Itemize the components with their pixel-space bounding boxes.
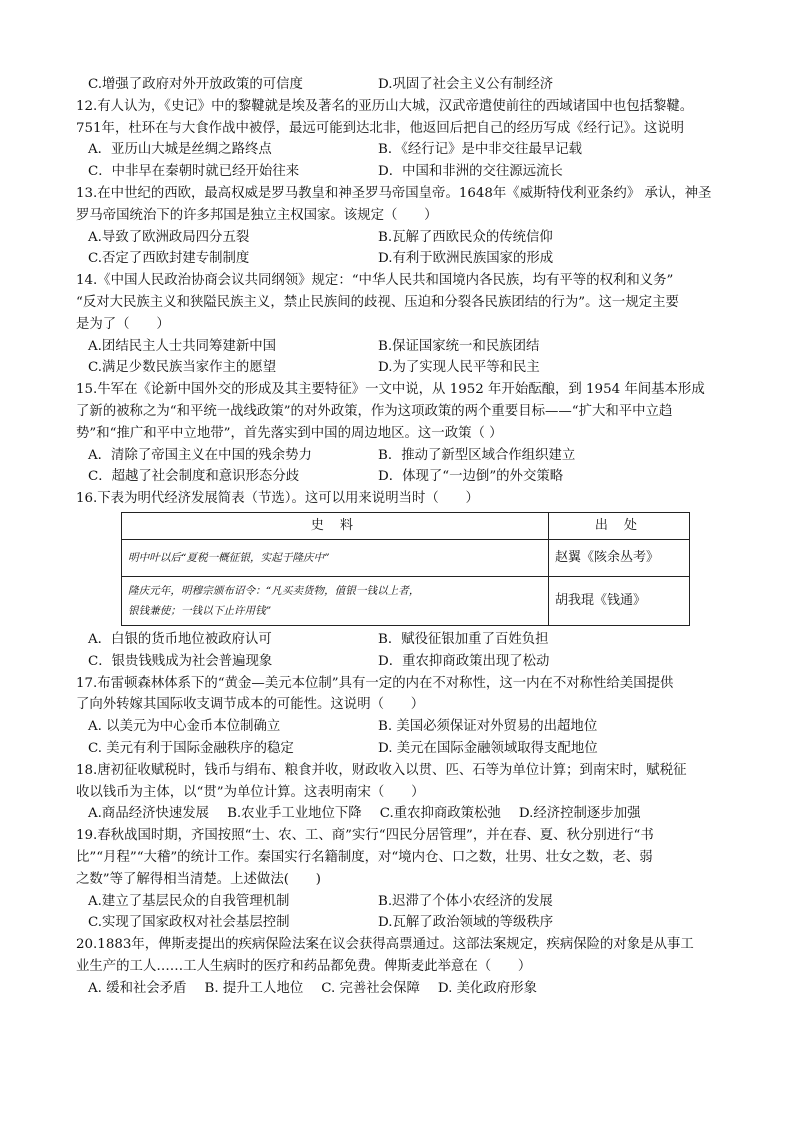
q13-options-row bbox=[76, 227, 730, 249]
q19-stem-line: 19.春秋战国时期，齐国按照“士、农、工、商”实行“四民分居管理”，并在春、夏、秋分别进行“书 bbox=[76, 828, 654, 844]
q16-stem-line: 16.下表为明代经济发展简表（节选）。这可以用来说明当时（ ） bbox=[76, 491, 479, 507]
table-cell-quote bbox=[122, 576, 549, 625]
q18-stem-line: 18.唐初征收赋税时，钱币与绢布、粮食并收，财政收入以贯、匹、石等为单位计算；到南宋时，赋税征 bbox=[76, 762, 687, 778]
q12-stem-line: 12.有人认为，《史记》中的黎鞬就是埃及著名的亚历山大城，汉武帝遣使前往的西域诸国中也包括黎鞬。 bbox=[76, 98, 694, 114]
question-14 bbox=[76, 270, 730, 379]
q14-option-d[interactable]: D.为了实现人民平等和民主 bbox=[378, 360, 540, 376]
q13-option-b[interactable]: B.瓦解了西欧民众的传统信仰 bbox=[378, 229, 553, 245]
q12-option-d[interactable]: D．中国和非洲的交往源远流长 bbox=[378, 164, 563, 180]
question-16 bbox=[76, 488, 730, 672]
table-cell-quote bbox=[122, 539, 549, 576]
table-header-row bbox=[122, 512, 690, 539]
q20-option-c[interactable]: C. 完善社会保障 bbox=[321, 980, 420, 996]
q18-option-a[interactable]: A.商品经济快速发展 bbox=[88, 806, 210, 822]
q15-options-row bbox=[76, 466, 730, 488]
q14-options-row bbox=[76, 336, 730, 358]
q11-option-c[interactable]: C.增强了政府对外开放政策的可信度 bbox=[88, 77, 303, 92]
q13-option-c[interactable]: C.否定了西欧封建专制制度 bbox=[88, 251, 250, 267]
q19-option-b[interactable]: B.迟滞了个体小农经济的发展 bbox=[378, 893, 553, 909]
q17-options-row bbox=[76, 716, 730, 738]
q16-option-d[interactable]: D．重农抑商政策出现了松动 bbox=[378, 653, 550, 669]
table-cell-source: 赵翼《陔余丛考》 bbox=[549, 539, 690, 576]
q17-option-a[interactable]: A. 以美元为中心金币本位制确立 bbox=[88, 719, 281, 735]
q12-options-row bbox=[76, 161, 730, 183]
q19-options-row bbox=[76, 912, 730, 934]
q15-stem-line: 15.牛军在《论新中国外交的形成及其主要特征》一文中说，从 1952 年开始酝酿，到 1954 年间基本形成 bbox=[76, 382, 705, 398]
q15-options-row bbox=[76, 445, 730, 467]
q16-option-c[interactable]: C．银贵钱贱成为社会普遍现象 bbox=[88, 653, 273, 669]
exam-page bbox=[76, 74, 730, 999]
q12-stem-line: 751年，杜环在与大食作战中被俘，最远可能到达北非，他返回后把自己的经历写成《经行记》。这说明 bbox=[76, 120, 685, 136]
q17-stem-line: 17.布雷顿森林体系下的“黄金—美元本位制”具有一定的内在不对称性，这一内在不对称性给美国提供 bbox=[76, 675, 674, 691]
q16-option-b[interactable]: B．赋役征银加重了百姓负担 bbox=[378, 631, 549, 647]
q19-stem-line: 之数”等了解得相当清楚。上述做法( ) bbox=[76, 871, 321, 887]
q12-option-a[interactable]: A．亚历山大城是丝绸之路终点 bbox=[88, 142, 272, 158]
q12-options-row bbox=[76, 139, 730, 161]
q13-stem-line: 13.在中世纪的西欧，最高权威是罗马教皇和神圣罗马帝国皇帝。1648年《威斯特伐利亚条约》 承认，神圣 bbox=[76, 185, 712, 201]
q19-option-c[interactable]: C.实现了国家政权对社会基层控制 bbox=[88, 915, 290, 931]
q18-stem-line: 收以钱币为主体，以“贯”为单位计算。这表明南宋（ ） bbox=[76, 784, 425, 800]
q18-option-c[interactable]: C.重农抑商政策松弛 bbox=[379, 806, 501, 822]
table-header-origin: 出 处 bbox=[549, 512, 690, 539]
q18-option-d[interactable]: D.经济控制逐步加强 bbox=[518, 806, 641, 822]
q14-option-c[interactable]: C.满足少数民族当家作主的愿望 bbox=[88, 360, 277, 376]
q16-options-row bbox=[76, 629, 730, 651]
q15-option-b[interactable]: B．推动了新型区域合作组织建立 bbox=[378, 447, 576, 463]
q15-option-a[interactable]: A．清除了帝国主义在中国的残余势力 bbox=[88, 447, 312, 463]
table-row bbox=[122, 576, 690, 625]
q18-option-b[interactable]: B.农业手工业地位下降 bbox=[227, 806, 362, 822]
q19-stem-line: 比”“月程”“大稽”的统计工作。秦国实行名籍制度，对“境内仓、口之数，壮男、壮女之数，老、弱 bbox=[76, 849, 653, 865]
question-19 bbox=[76, 825, 730, 934]
q14-option-a[interactable]: A.团结民主人士共同筹建新中国 bbox=[88, 338, 277, 354]
q14-stem-line: 14.《中国人民政治协商会议共同纲领》规定：“中华人民共和国境内各民族，均有平等的权利和义务” bbox=[76, 273, 674, 289]
q15-option-c[interactable]: C．超越了社会制度和意识形态分歧 bbox=[88, 469, 300, 485]
q14-stem-line: 是为了（ ） bbox=[76, 316, 170, 332]
q20-options-row bbox=[76, 978, 730, 1000]
question-12 bbox=[76, 96, 730, 183]
question-18 bbox=[76, 760, 730, 825]
q20-stem-line: 20.1883年，俾斯麦提出的疾病保险法案在议会获得高票通过。这部法案规定，疾病保险的对象是从事工 bbox=[76, 937, 694, 953]
q19-option-a[interactable]: A.建立了基层民众的自我管理机制 bbox=[88, 893, 290, 909]
q20-option-a[interactable]: A. 缓和社会矛盾 bbox=[88, 980, 187, 996]
source-table bbox=[121, 512, 690, 626]
q19-option-d[interactable]: D.瓦解了政治领域的等级秩序 bbox=[378, 915, 554, 931]
q15-option-d[interactable]: D．体现了“一边倒”的外交策略 bbox=[378, 469, 564, 485]
table-header-source-text: 史 料 bbox=[122, 512, 549, 539]
quote-line: 隆庆元年，明穆宗颁布诏令：“凡买卖货物，值银一钱以上者， bbox=[128, 584, 420, 597]
question-17 bbox=[76, 673, 730, 760]
question-13 bbox=[76, 183, 730, 270]
q17-option-b[interactable]: B. 美国必须保证对外贸易的出超地位 bbox=[378, 719, 598, 735]
q15-stem-line: 势”和“推广和平中立地带”，首先落实到中国的周边地区。这一政策（ ） bbox=[76, 425, 503, 441]
quote-line: 银钱兼使；一钱以下止许用钱” bbox=[128, 604, 272, 617]
question-15 bbox=[76, 379, 730, 488]
q13-options-row bbox=[76, 248, 730, 270]
q20-option-d[interactable]: D. 美化政府形象 bbox=[437, 980, 537, 996]
q17-stem-line: 了向外转嫁其国际收支调节成本的可能性。这说明（ ） bbox=[76, 697, 425, 713]
q15-stem-line: 了新的被称之为“和平统一战线政策”的对外政策，作为这项政策的两个重要目标——“扩大和平中立趋 bbox=[76, 403, 673, 419]
q11-option-d[interactable]: D.巩固了社会主义公有制经济 bbox=[378, 77, 554, 92]
q19-options-row bbox=[76, 891, 730, 913]
table-cell-source: 胡我琨《钱通》 bbox=[549, 576, 690, 625]
q16-option-a[interactable]: A．白银的货币地位被政府认可 bbox=[88, 631, 272, 647]
q18-options-row bbox=[76, 803, 730, 825]
q13-option-d[interactable]: D.有利于欧洲民族国家的形成 bbox=[378, 251, 554, 267]
q12-option-c[interactable]: C．中非早在秦朝时就已经开始往来 bbox=[88, 164, 300, 180]
q16-options-row bbox=[76, 651, 730, 673]
q17-option-c[interactable]: C. 美元有利于国际金融秩序的稳定 bbox=[88, 740, 294, 756]
q14-option-b[interactable]: B.保证国家统一和民族团结 bbox=[378, 338, 540, 354]
quote-line: 明中叶以后“夏税一概征银，实起于隆庆中” bbox=[128, 551, 330, 564]
q13-stem-line: 罗马帝国统治下的许多邦国是独立主权国家。该规定（ ） bbox=[76, 207, 438, 223]
q20-stem-line: 业生产的工人……工人生病时的医疗和药品都免费。俾斯麦此举意在（ ） bbox=[76, 958, 532, 974]
q20-option-b[interactable]: B. 提升工人地位 bbox=[204, 980, 304, 996]
q12-option-b[interactable]: B．《经行记》是中非交往最早记载 bbox=[378, 142, 582, 158]
q14-stem-line: “反对大民族主义和狭隘民族主义，禁止民族间的歧视、压迫和分裂各民族团结的行为”。这一规定主要 bbox=[76, 294, 679, 310]
q17-option-d[interactable]: D. 美元在国际金融领域取得支配地位 bbox=[378, 740, 598, 756]
question-20 bbox=[76, 934, 730, 999]
q17-options-row bbox=[76, 738, 730, 760]
q14-options-row bbox=[76, 357, 730, 379]
q13-option-a[interactable]: A.导致了欧洲政局四分五裂 bbox=[88, 229, 250, 245]
table-row bbox=[122, 539, 690, 576]
q11-options bbox=[76, 74, 730, 96]
